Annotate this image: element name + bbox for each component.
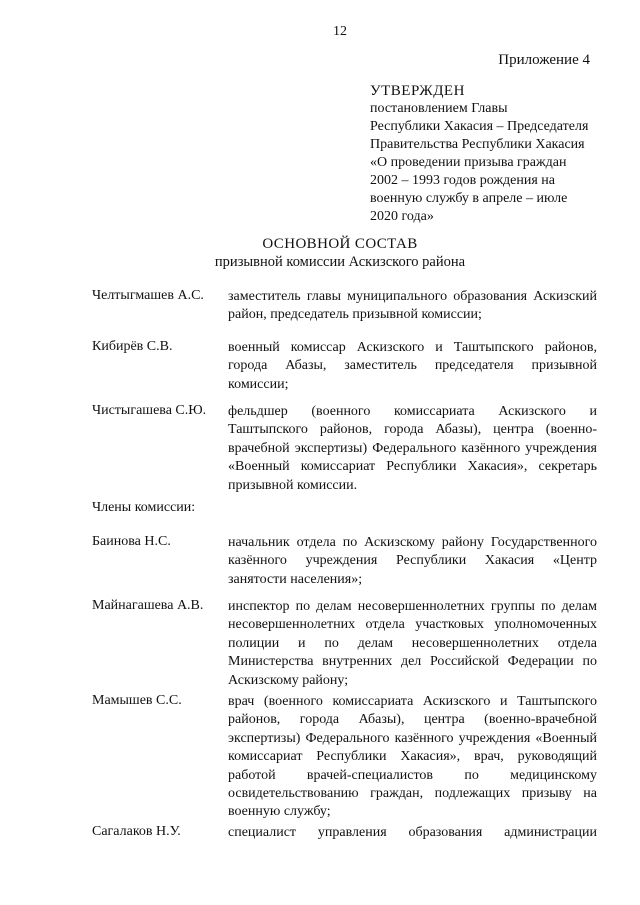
member-role bbox=[228, 288, 597, 325]
role-line: врач (военного комиссариата Аскизского и Таштыпского bbox=[228, 694, 597, 709]
role-line: освидетельствованию граждан, подлежащих призыву на bbox=[228, 786, 597, 802]
role-line: полиции и по делам несовершеннолетних отдела bbox=[228, 635, 597, 651]
member-name: Майнагашева А.В. bbox=[92, 598, 204, 613]
role-line: Министерства внутренних дел Российской Федерации по bbox=[228, 654, 597, 670]
members-heading: Члены комиссии: bbox=[92, 500, 196, 515]
role-line: район, председатель призывной комиссии; bbox=[228, 307, 482, 323]
role-line: инспектор по делам несовершеннолетних группы по делам bbox=[228, 599, 597, 614]
member-name: Челтыгмашев А.С. bbox=[92, 288, 204, 303]
approval-block bbox=[370, 82, 610, 226]
approval-line: военную службу в апреле – июле bbox=[370, 191, 568, 206]
role-line: казённого учреждения Республики Хакасия «Центр bbox=[228, 553, 597, 569]
approval-line: Республики Хакасия – Председателя bbox=[370, 119, 589, 134]
role-line: комиссариат Республики Хакасия», врач, руководящий bbox=[228, 749, 597, 765]
member-role bbox=[228, 403, 597, 495]
role-line: специалист управления образования администрации bbox=[228, 825, 597, 840]
member-name: Баинова Н.С. bbox=[92, 534, 171, 549]
approval-line: 2020 года» bbox=[370, 209, 434, 224]
page-number: 12 bbox=[333, 24, 347, 39]
role-line: занятости населения»; bbox=[228, 571, 363, 587]
role-line: работой врачей-специалистов по медицинскому bbox=[228, 767, 597, 783]
role-line: несовершеннолетних отдела участковых уполномоченных bbox=[228, 617, 597, 633]
role-line: Аскизскому району; bbox=[228, 672, 349, 688]
member-role bbox=[228, 693, 597, 822]
member-name: Кибирёв С.В. bbox=[92, 339, 173, 354]
role-line: города Абазы, заместитель председателя призывной bbox=[228, 358, 597, 374]
role-line: экспертизы) Федерального казённого учреждения «Военный bbox=[228, 730, 597, 746]
member-name: Чистыгашева С.Ю. bbox=[92, 403, 207, 418]
role-line: «Военный комиссариат Республики Хакасия», секретарь bbox=[228, 459, 597, 475]
role-line: фельдшер (военного комиссариата Аскизского и bbox=[228, 404, 597, 419]
member-role bbox=[228, 598, 597, 690]
role-line: призывной комиссии. bbox=[228, 477, 358, 493]
role-line: военный комиссар Аскизского и Таштыпского районов, bbox=[228, 340, 597, 355]
role-line: военную службу; bbox=[228, 804, 331, 820]
document-title: ОСНОВНОЙ СОСТАВ bbox=[262, 236, 418, 252]
member-name: Мамышев С.С. bbox=[92, 693, 182, 708]
member-role bbox=[228, 339, 597, 394]
member-role bbox=[228, 824, 597, 842]
appendix-label: Приложение 4 bbox=[498, 52, 590, 68]
role-line: врачебной экспертизы) Федерального казённого учреждения bbox=[228, 440, 597, 456]
role-line: начальник отдела по Аскизскому району Государственного bbox=[228, 535, 597, 550]
member-role bbox=[228, 534, 597, 589]
role-line: заместитель главы муниципального образования Аскизский bbox=[228, 289, 597, 304]
role-line: Таштыпского районов, города Абазы), центра (военно- bbox=[228, 422, 597, 438]
approval-title: УТВЕРЖДЕН bbox=[370, 83, 465, 99]
approval-line: постановлением Главы bbox=[370, 101, 508, 116]
role-line: комиссии; bbox=[228, 376, 289, 392]
approval-line: «О проведении призыва граждан bbox=[370, 155, 567, 170]
member-name: Сагалаков Н.У. bbox=[92, 824, 181, 839]
document-subtitle: призывной комиссии Аскизского района bbox=[214, 254, 466, 270]
approval-line: 2002 – 1993 годов рождения на bbox=[370, 173, 556, 188]
role-line: районов, города Абазы), центра (военно-врачебной bbox=[228, 712, 597, 728]
approval-line: Правительства Республики Хакасия bbox=[370, 137, 585, 152]
